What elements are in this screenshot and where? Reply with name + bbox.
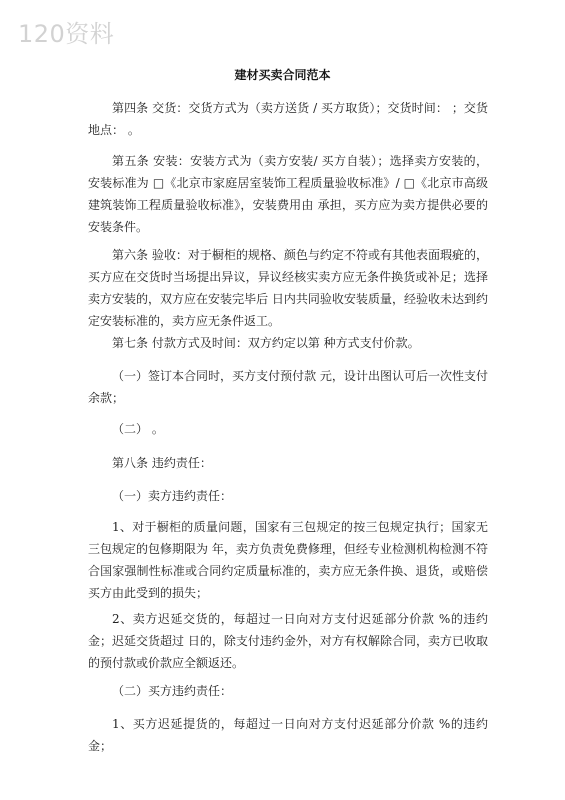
paragraph-article-8: 第八条 违约责任：: [112, 456, 212, 470]
paragraph-article-5: 第五条 安装：安装方式为（卖方安装/ 买方自装）；选择卖方安装的，安装标准为 □《北京市家庭居室装饰工程质量验收标准》/ □《北京市高级建筑装饰工程质量验收标准》，安装费用由 承担，买方应为卖方提供必要的安装条件。: [88, 154, 488, 234]
document-title: 建材买卖合同范本: [234, 68, 331, 82]
paragraph-article-7: 第七条 付款方式及时间：双方约定以第 种方式支付价款。: [112, 336, 420, 350]
paragraph-buyer-clause-1: 1、买方迟延提货的，每超过一日向对方支付迟延部分价款 %的违约金；: [88, 717, 488, 753]
paragraph-seller-clause-1: 1、对于橱柜的质量问题，国家有三包规定的按三包规定执行；国家无三包规定的包修期限为 年，卖方负责免费修理，但经专业检测机构检测不符合国家强制性标准或合同约定质量标准的，卖方应无条件换、退货，或赔偿买方由此受到的损失；: [88, 520, 488, 600]
paragraph-payment-option-2: （二） 。: [112, 422, 164, 436]
paragraph-buyer-liability: （二）买方违约责任：: [112, 684, 233, 698]
paragraph-seller-clause-2: 2、卖方迟延交货的，每超过一日向对方支付迟延部分价款 %的违约金；迟延交货超过 日的，除支付违约金外，对方有权解除合同，卖方已收取的预付款或价款应全额返还。: [88, 612, 488, 670]
paragraph-payment-option-1: （一）签订本合同时，买方支付预付款 元，设计出图认可后一次性支付余款；: [88, 369, 488, 405]
paragraph-article-6: 第六条 验收：对于橱柜的规格、颜色与约定不符或有其他表面瑕疵的，买方应在交货时当场提出异议，异议经核实卖方应无条件换货或补足；选择卖方安装的，双方应在安装完毕后 日内共同验收安装质量，经验收未达到约定安装标准的，卖方应无条件返工。: [88, 248, 488, 328]
watermark-logo: 120资料: [18, 20, 115, 48]
paragraph-seller-liability: （一）卖方违约责任：: [112, 489, 233, 503]
paragraph-article-4: 第四条 交货：交货方式为（卖方送货 / 买方取货）；交货时间： ；交货地点： 。: [88, 101, 488, 137]
